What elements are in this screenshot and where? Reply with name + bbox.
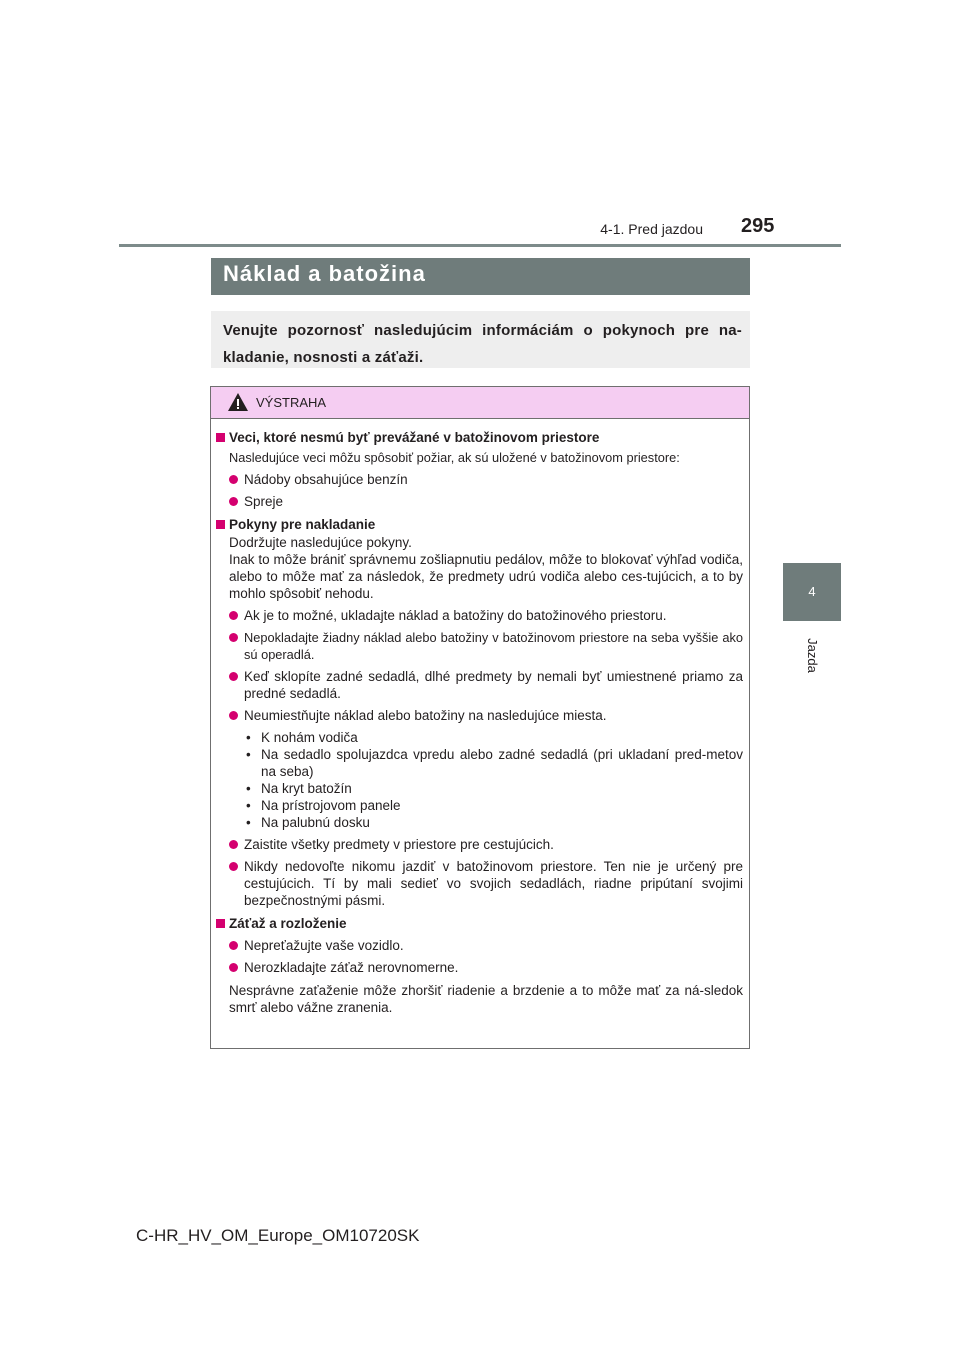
circle-bullet-icon: [229, 475, 238, 484]
page-title: Náklad a batožina: [223, 261, 426, 286]
intro-text: Venujte pozornosť nasledujúcim informáciám o pokynoch pre na-kladanie, nosnosti a záťaži.: [211, 311, 750, 368]
list-item: Zaistite všetky predmety v priestore pre cestujúcich.: [216, 836, 743, 853]
section-heading: Pokyny pre nakladanie: [216, 516, 743, 533]
page-title-bar: [211, 258, 750, 295]
list-item: Neumiestňujte náklad alebo batožiny na nasledujúce miesta.: [216, 707, 743, 724]
circle-bullet-icon: [229, 963, 238, 972]
sub-list-item: • Na sedadlo spolujazdca vpredu alebo zadné sedadlá (pri ukladaní pred-metov na seba): [245, 746, 743, 780]
list-item: Nikdy nedovoľte nikomu jazdiť v batožinovom priestore. Ten nie je určený pre cestujúcich. Tí by mali sedieť vo svojich sedadlách, riadne pripútaní svojimi bezpečnostnými pásmi.: [216, 858, 743, 909]
warning-body: [216, 425, 743, 1016]
circle-bullet-icon: [229, 711, 238, 720]
circle-bullet-icon: [229, 611, 238, 620]
warning-box: [210, 386, 750, 1049]
chapter-tab: 4: [783, 563, 841, 621]
circle-bullet-icon: [229, 497, 238, 506]
square-bullet-icon: [216, 520, 225, 529]
chapter-label: Jazda: [804, 637, 820, 673]
header-section: 4-1. Pred jazdou: [600, 221, 703, 237]
circle-bullet-icon: [229, 840, 238, 849]
list-item: Nerozkladajte záťaž nerovnomerne.: [216, 959, 743, 976]
list-item: Ak je to možné, ukladajte náklad a batožiny do batožinového priestoru.: [216, 607, 743, 624]
circle-bullet-icon: [229, 633, 238, 642]
section-text: Inak to môže brániť správnemu zošliapnutiu pedálov, môže to blokovať výhľad vodiča, alebo to môže mať za následok, že predmety udrú vodiča alebo ces-tujúcich, a to by mohlo spôsobiť nehodu.: [229, 552, 743, 601]
square-bullet-icon: [216, 919, 225, 928]
list-item: Nádoby obsahujúce benzín: [216, 471, 743, 488]
header-rule: [119, 244, 841, 247]
chapter-label-wrap: [783, 630, 841, 680]
section-text: Nesprávne zaťaženie môže zhoršiť riadenie a brzdenie a to môže mať za ná-sledok smrť alebo vážne zranenia.: [229, 983, 743, 1015]
circle-bullet-icon: [229, 672, 238, 681]
circle-bullet-icon: [229, 862, 238, 871]
page-number: 295: [741, 215, 775, 237]
section-heading: Záťaž a rozloženie: [216, 915, 743, 932]
sub-list: [216, 729, 743, 831]
list-item: Nepokladajte žiadny náklad alebo batožiny v batožinovom priestore na seba vyššie ako sú operadlá.: [216, 629, 743, 663]
circle-bullet-icon: [229, 941, 238, 950]
sub-list-item: • Na palubnú dosku: [245, 814, 743, 831]
list-item: Spreje: [216, 493, 743, 510]
sub-list-item: • K nohám vodiča: [245, 729, 743, 746]
list-item: Keď sklopíte zadné sedadlá, dlhé predmety by nemali byť umiestnené priamo za predné sedadlá.: [216, 668, 743, 702]
section-text: Dodržujte nasledujúce pokyny.: [229, 535, 412, 550]
square-bullet-icon: [216, 433, 225, 442]
document-footer: C-HR_HV_OM_Europe_OM10720SK: [136, 1226, 420, 1245]
list-item: Nepreťažujte vaše vozidlo.: [216, 937, 743, 954]
warning-triangle-icon: [227, 392, 249, 412]
section-heading: Veci, ktoré nesmú byť prevážané v batožinovom priestore: [216, 429, 743, 446]
warning-title: VÝSTRAHA: [256, 395, 327, 410]
sub-list-item: • Na prístrojovom panele: [245, 797, 743, 814]
sub-list-item: • Na kryt batožín: [245, 780, 743, 797]
section-text: Nasledujúce veci môžu spôsobiť požiar, ak sú uložené v batožinovom priestore:: [229, 450, 680, 465]
warning-header: [211, 387, 749, 419]
